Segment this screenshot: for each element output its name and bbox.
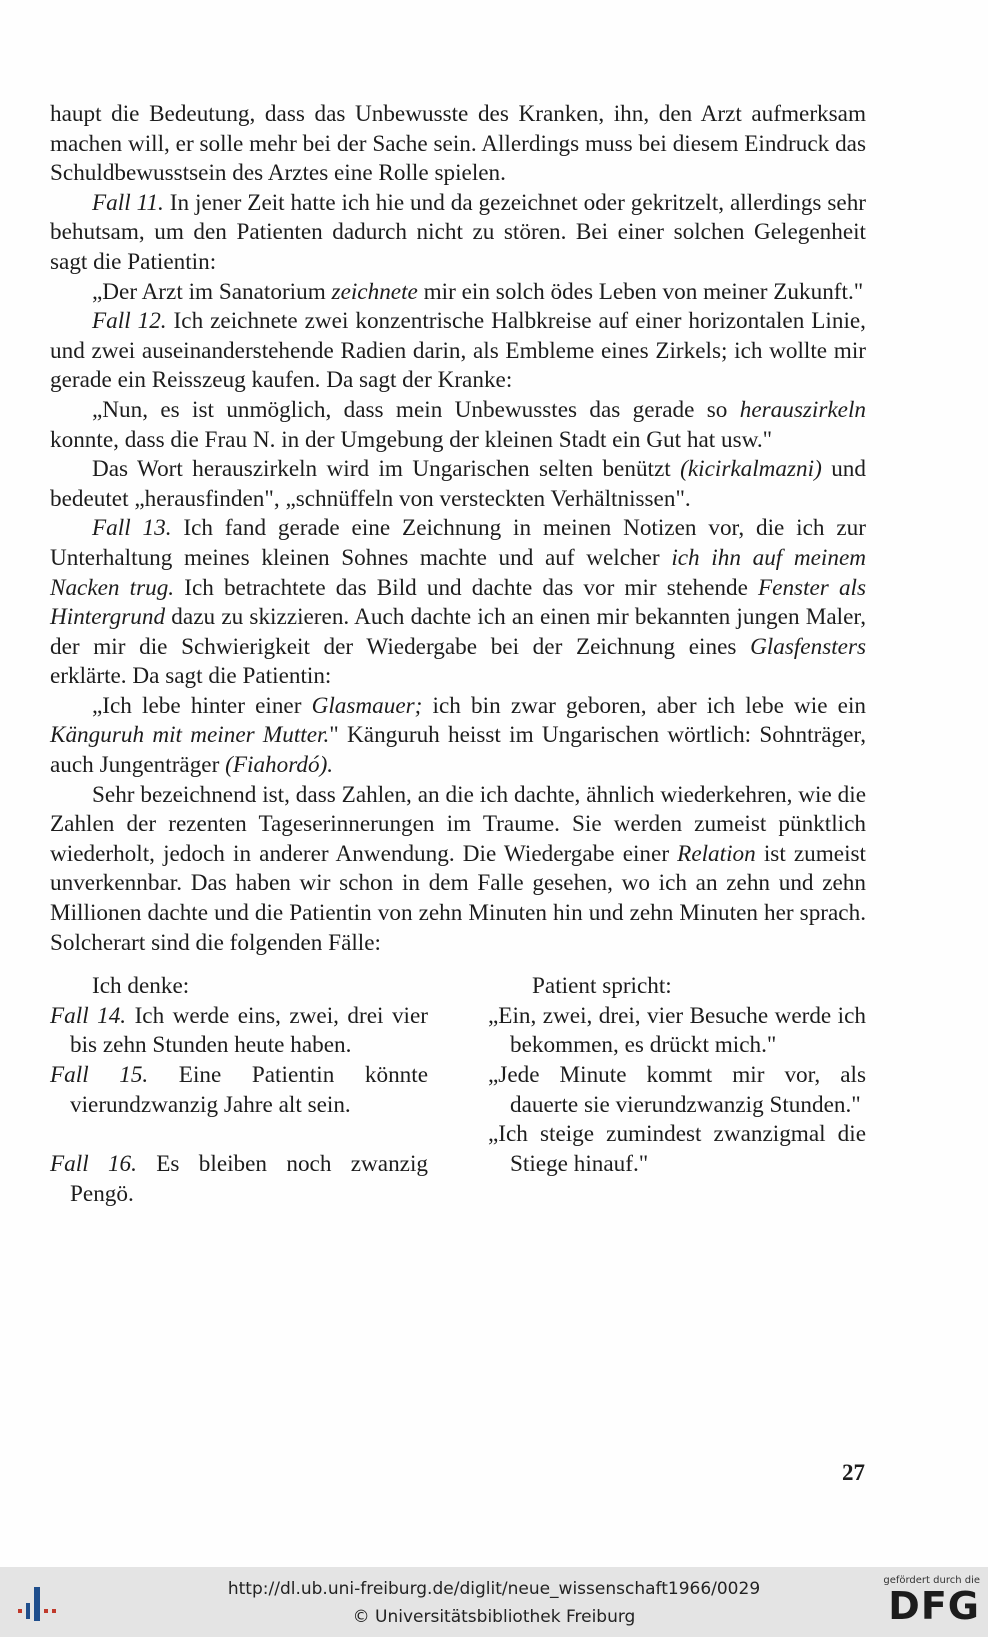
quote-fall-13: „Ich lebe hinter einer Glasmauer; ich bin zwar geboren, aber ich lebe wie ein Känguruh mit meiner Mutter." Känguruh heisst im Ungarischen wörtlich: Sohnträger, auch Jungenträger (Fiahordó).: [50, 692, 867, 779]
entry-fall-14-left: Fall 14. Ich werde eins, zwei, drei vier bis zehn Stunden heute haben.: [50, 1002, 428, 1059]
column-heading-right: Patient spricht:: [532, 973, 672, 1000]
paragraph-fall-12: Fall 12. Ich zeichnete zwei konzentrische Halbkreise auf einer horizontalen Linie, und zwei auseinanderstehende Radien darin, als Embleme eines Zirkels; ich wollte mir gerade ein Reisszeug kaufen. Da sagt der Kranke:: [50, 308, 866, 394]
entry-fall-15-right: „Jede Minute kommt mir vor, als dauerte sie vierundzwanzig Stunden.": [488, 1062, 866, 1118]
case-label: Fall 11.: [92, 189, 164, 216]
copyright-notice: © Universitätsbibliothek Freiburg: [352, 1607, 636, 1627]
quote-fall-11: „Der Arzt im Sanatorium zeichnete mir ein solch ödes Leben von meiner Zukunft.": [92, 278, 864, 305]
column-heading-left: Ich denke:: [92, 973, 190, 1000]
column-ich-denke: [50, 972, 428, 1209]
comparison-columns: [50, 972, 866, 1209]
dfg-logo: [868, 1575, 980, 1631]
document-url[interactable]: http://dl.ub.uni-freiburg.de/diglit/neue_wissenschaft1966/0029: [227, 1579, 761, 1599]
paragraph-explanation: Das Wort herauszirkeln wird im Ungarischen selten benützt (kicirkalmazni) und bedeutet „herausfinden", „schnüffeln von versteckten Verhältnissen".: [50, 456, 866, 512]
entry-fall-16-left: Fall 16. Es bleiben noch zwanzig Pengö.: [50, 1151, 428, 1207]
quote-fall-12: „Nun, es ist unmöglich, dass mein Unbewusstes das gerade so herauszirkeln konnte, dass die Frau N. in der Umgebung der kleinen Stadt ein Gut hat usw.": [50, 396, 866, 453]
entry-fall-16-right: „Ich steige zumindest zwanzigmal die Stiege hinauf.": [488, 1121, 866, 1177]
dfg-caption: gefördert durch die: [883, 1575, 980, 1586]
viewer-footer: [0, 1567, 988, 1637]
book-page: [50, 100, 866, 1209]
paragraph-fall-11: Fall 11. In jener Zeit hatte ich hie und da gezeichnet oder gekritzelt, allerdings sehr behutsam, um den Patienten dadurch nicht zu stören. Bei einer solchen Gelegenheit sagt die Patientin:: [50, 189, 867, 275]
page-number: 27: [842, 1460, 865, 1485]
paragraph-numbers: Sehr bezeichnend ist, dass Zahlen, an die ich dachte, ähnlich wiederkehren, wie die Zahlen der rezenten Tageserinnerungen im Traume. Sie werden zumeist pünktlich wiederholt, jedoch in anderer Anwendung. Die Wiedergabe einer Relation ist zumeist unverkennbar. Das haben wir schon in dem Falle gesehen, wo ich an zehn und zehn Millionen dachte und die Patientin von zehn Minuten hin und zehn Minuten her sprach. Solcherart sind die folgenden Fälle:: [50, 781, 866, 956]
case-label: Fall 12.: [92, 308, 167, 335]
paragraph-fall-13: Fall 13. Ich fand gerade eine Zeichnung in meinen Notizen vor, die ich zur Unterhaltung meines kleinen Sohnes machte und auf welcher ich ihn auf meinem Nacken trug. Ich betrachtete das Bild und dachte das vor mir stehende Fenster als Hintergrund dazu zu skizzieren. Auch dachte ich an einen mir bekannten jungen Maler, der mir die Schwierigkeit der Wiedergabe bei der Zeichnung eines Glasfensters erklärte. Da sagt die Patientin:: [50, 515, 867, 690]
entry-fall-15-left: Fall 15. Eine Patientin könnte vierundzwanzig Jahre alt sein.: [50, 1062, 428, 1118]
paragraph-intro: haupt die Bedeutung, dass das Unbewusste des Kranken, ihn, den Arzt aufmerksam machen will, er solle mehr bei der Sache sein. Allerdings muss bei diesem Eindruck das Schuldbewusstsein des Arztes eine Rolle spielen.: [50, 101, 866, 187]
case-label: Fall 13.: [92, 515, 172, 542]
entry-fall-14-right: „Ein, zwei, drei, vier Besuche werde ich bekommen, es drückt mich.": [488, 1002, 866, 1059]
dfg-wordmark: DFG: [888, 1584, 980, 1628]
column-patient-spricht: [488, 972, 866, 1209]
